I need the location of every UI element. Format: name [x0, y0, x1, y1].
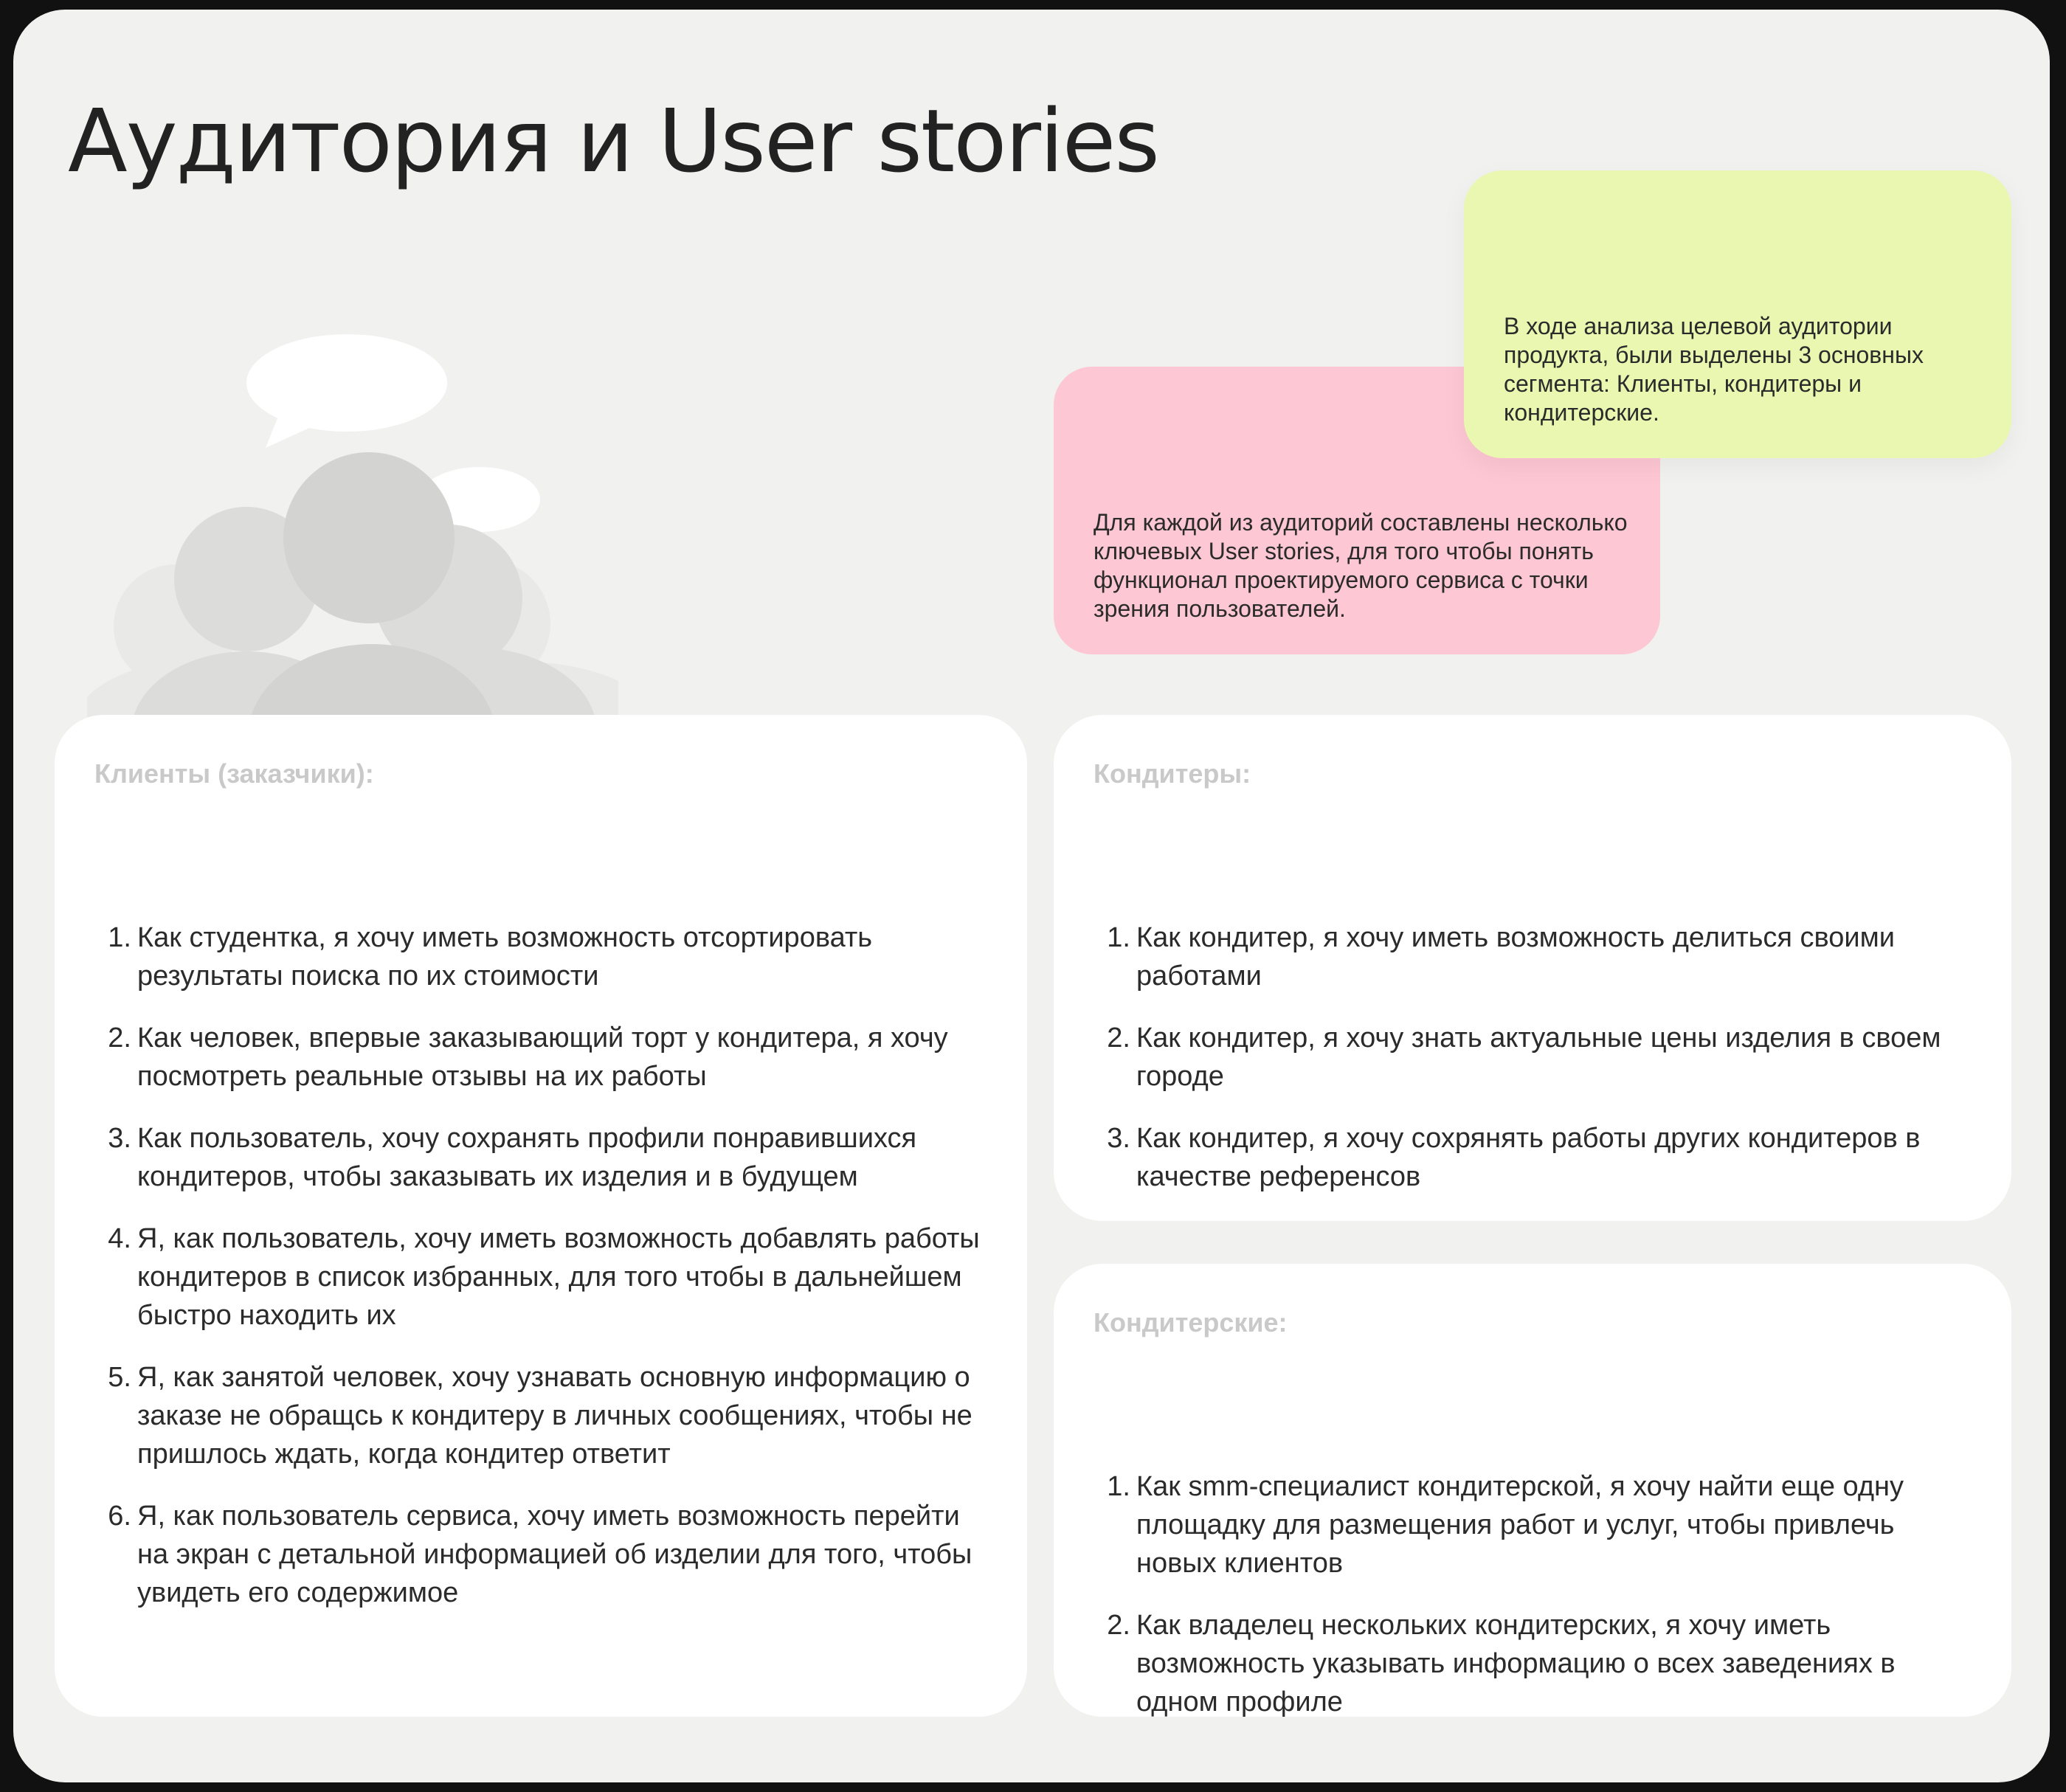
story-item [94, 1119, 990, 1196]
story-number: 2. [1107, 1610, 1130, 1641]
story-number: 1. [108, 922, 131, 953]
story-text: Я, как пользователь сервиса, хочу иметь возможность перейти на экран с детальной информацией об изделии для того, чтобы увидеть его содержимое [137, 1501, 972, 1608]
story-number: 1. [1107, 922, 1130, 953]
story-number: 2. [1107, 1023, 1130, 1054]
story-text: Как человек, впервые заказывающий торт у кондитера, я хочу посмотреть реальные отзывы на их работы [137, 1023, 948, 1092]
story-number: 3. [1107, 1123, 1130, 1154]
story-item [94, 919, 990, 995]
story-item [1094, 1467, 1975, 1582]
story-text: Как кондитер, я хочу знать актуальные цены изделия в своем городе [1136, 1023, 1941, 1092]
story-text: Я, как занятой человек, хочу узнавать основную информацию о заказе не обращсь к кондитеру в личных сообщениях, чтобы не пришлось ждать, когда кондитер ответит [137, 1362, 972, 1470]
clients-story-list [94, 919, 990, 1636]
story-number: 3. [108, 1123, 131, 1154]
clients-card [55, 715, 1027, 1717]
slide [13, 10, 2050, 1782]
story-number: 1. [1107, 1471, 1130, 1502]
audience-stories-note: Для каждой из аудиторий составлены несколько ключевых User stories, для того чтобы понять функционал проектируемого сервиса с точки зрения пользователей. [1054, 367, 1660, 654]
story-number: 4. [108, 1223, 131, 1254]
story-item [94, 1497, 990, 1612]
page-title: Аудитория и User stories [68, 90, 1158, 192]
clients-heading: Клиенты (заказчики): [94, 758, 374, 789]
story-text: Я, как пользователь, хочу иметь возможность добавлять работы кондитеров в список избранных, для того чтобы в дальнейшем быстро находить их [137, 1223, 980, 1331]
story-number: 5. [108, 1362, 131, 1393]
story-number: 2. [108, 1023, 131, 1054]
story-text: Как smm-специалист кондитерской, я хочу найти еще одну площадку для размещения работ и услуг, чтобы привлечь новых клиентов [1136, 1471, 1904, 1579]
story-text: Как студентка, я хочу иметь возможность отсортировать результаты поиска по их стоимости [137, 922, 873, 992]
speech-bubble-large [246, 334, 447, 448]
story-item [1094, 1606, 1975, 1721]
bakers-card [1054, 715, 2011, 1221]
story-item [94, 1220, 990, 1335]
story-item [1094, 1119, 1975, 1196]
people-chat-icon [87, 319, 618, 725]
bakers-heading: Кондитеры: [1094, 758, 1251, 789]
story-item [1094, 1019, 1975, 1096]
story-text: Как кондитер, я хочу сохрянять работы других кондитеров в качестве референсов [1136, 1123, 1921, 1192]
story-text: Как кондитер, я хочу иметь возможность делиться своими работами [1136, 922, 1896, 992]
story-item [94, 1019, 990, 1096]
shops-heading: Кондитерские: [1094, 1307, 1288, 1338]
shops-card [1054, 1264, 2011, 1717]
shops-story-list [1094, 1467, 1975, 1745]
story-item [94, 1358, 990, 1473]
story-item [1094, 919, 1975, 995]
story-number: 6. [108, 1501, 131, 1532]
bakers-story-list [1094, 919, 1975, 1220]
story-text: Как пользователь, хочу сохранять профили понравившихся кондитеров, чтобы заказывать их изделия и в будущем [137, 1123, 917, 1192]
audience-segments-note: В ходе анализа целевой аудитории продукта, были выделены 3 основных сегмента: Клиенты, кондитеры и кондитерские. [1464, 170, 2011, 458]
story-text: Как владелец нескольких кондитерских, я хочу иметь возможность указывать информацию о всех заведениях в одном профиле [1136, 1610, 1896, 1717]
